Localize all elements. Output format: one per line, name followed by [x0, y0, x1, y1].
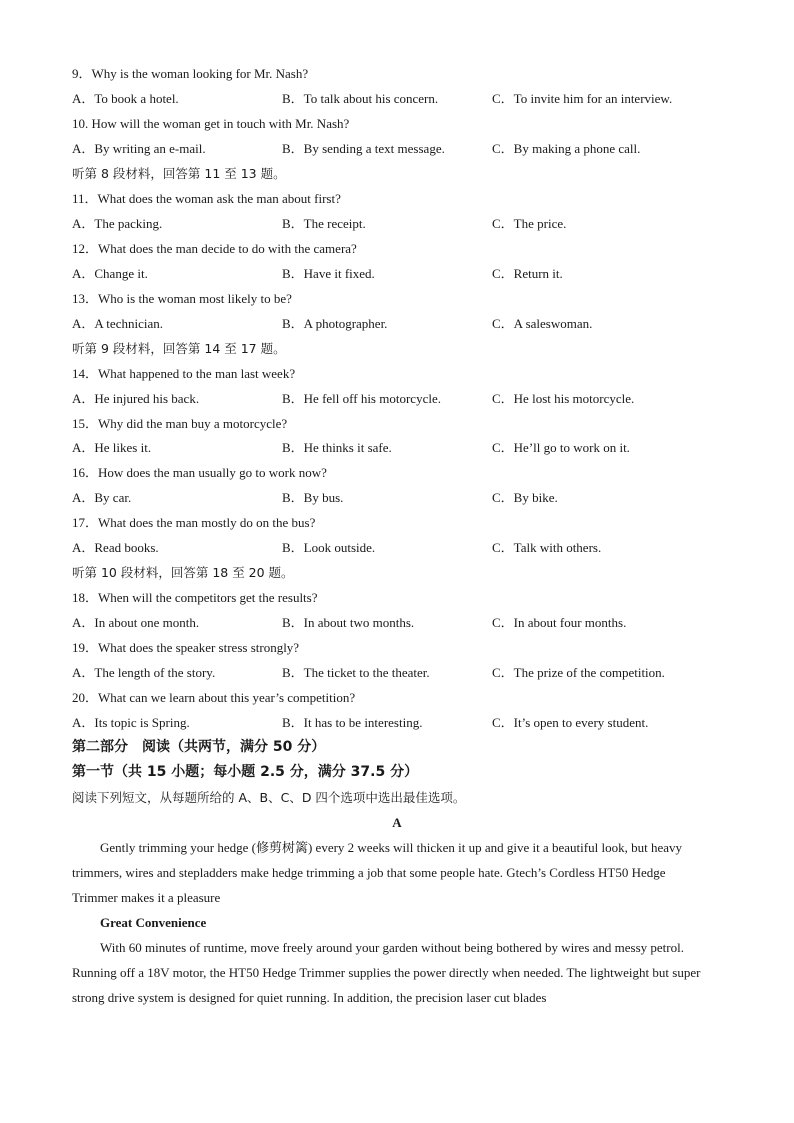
question-15: 15．Why did the man buy a motorcycle?	[72, 416, 288, 431]
option-c: C．By bike.	[492, 490, 558, 505]
part-two-heading: 第二部分 阅读（共两节，满分 50 分）	[72, 739, 326, 755]
passage-subheading: Great Convenience	[100, 915, 207, 930]
option-a: A．Its topic is Spring.	[72, 715, 190, 730]
option-b: B．The ticket to the theater.	[282, 665, 430, 680]
option-a: A．By car.	[72, 490, 132, 505]
option-a: A．The length of the story.	[72, 665, 216, 680]
instruction-material-8: 听第 8 段材料，回答第 11 至 13 题。	[72, 166, 286, 181]
option-b: B．The receipt.	[282, 216, 366, 231]
option-a: A．He likes it.	[72, 440, 152, 455]
option-c: C．A saleswoman.	[492, 316, 593, 331]
options-15	[72, 439, 734, 457]
options-16	[72, 489, 734, 507]
option-b: B．Look outside.	[282, 540, 376, 555]
option-b: B．He fell off his motorcycle.	[282, 391, 441, 406]
option-a: A．Change it.	[72, 266, 148, 281]
options-18	[72, 614, 734, 632]
question-12: 12．What does the man decide to do with the camera?	[72, 241, 357, 256]
question-14: 14．What happened to the man last week?	[72, 366, 296, 381]
question-19: 19．What does the speaker stress strongly?	[72, 640, 300, 655]
question-18: 18．When will the competitors get the results?	[72, 590, 318, 605]
options-11	[72, 215, 734, 233]
option-b: B．He thinks it safe.	[282, 440, 392, 455]
instruction-material-9: 听第 9 段材料，回答第 14 至 17 题。	[72, 341, 286, 356]
option-c: C．The price.	[492, 216, 567, 231]
option-c: C．By making a phone call.	[492, 141, 641, 156]
section-one-heading: 第一节（共 15 小题；每小题 2.5 分，满分 37.5 分）	[72, 764, 419, 780]
option-a: A．In about one month.	[72, 615, 200, 630]
option-c: C．To invite him for an interview.	[492, 91, 673, 106]
question-11: 11．What does the woman ask the man about first?	[72, 191, 341, 206]
reading-direction: 阅读下列短文，从每题所给的 A、B、C、D 四个选项中选出最佳选项。	[72, 790, 466, 805]
option-a: A．A technician.	[72, 316, 163, 331]
option-b: B．To talk about his concern.	[282, 91, 439, 106]
question-9: 9．Why is the woman looking for Mr. Nash?	[72, 66, 309, 81]
option-b: B．It has to be interesting.	[282, 715, 423, 730]
option-a: A．Read books.	[72, 540, 159, 555]
question-13: 13．Who is the woman most likely to be?	[72, 291, 292, 306]
options-20	[72, 714, 734, 732]
option-c: C．Return it.	[492, 266, 563, 281]
option-c: C．In about four months.	[492, 615, 627, 630]
option-a: A．The packing.	[72, 216, 163, 231]
option-b: B．In about two months.	[282, 615, 415, 630]
option-b: B．Have it fixed.	[282, 266, 375, 281]
passage-label: A	[392, 815, 402, 830]
option-b: B．A photographer.	[282, 316, 388, 331]
option-b: B．By bus.	[282, 490, 344, 505]
question-20: 20．What can we learn about this year’s competition?	[72, 690, 356, 705]
options-13	[72, 315, 734, 333]
passage-paragraph-1: Gently trimming your hedge (修剪树篱) every 2 weeks will thicken it up and give it a beautiful look, but heavy trimmers, wires and stepladders make hedge trimming a job that some people hate. Gtech’s Cordless HT50 Hedge Trimmer makes it a pleasure	[72, 840, 682, 905]
option-a: A．To book a hotel.	[72, 91, 179, 106]
options-19	[72, 664, 734, 682]
question-17: 17．What does the man mostly do on the bus?	[72, 515, 316, 530]
option-c: C．He’ll go to work on it.	[492, 440, 630, 455]
option-c: C．The prize of the competition.	[492, 665, 665, 680]
options-10	[72, 140, 734, 158]
instruction-material-10: 听第 10 段材料，回答第 18 至 20 题。	[72, 565, 294, 580]
question-16: 16．How does the man usually go to work now?	[72, 465, 327, 480]
option-c: C．It’s open to every student.	[492, 715, 649, 730]
option-b: B．By sending a text message.	[282, 141, 445, 156]
options-12	[72, 265, 734, 283]
option-c: C．Talk with others.	[492, 540, 602, 555]
options-17	[72, 539, 734, 557]
options-9	[72, 90, 734, 108]
option-c: C．He lost his motorcycle.	[492, 391, 635, 406]
option-a: A．He injured his back.	[72, 391, 200, 406]
question-10: 10. How will the woman get in touch with Mr. Nash?	[72, 116, 350, 131]
options-14	[72, 390, 734, 408]
option-a: A．By writing an e-mail.	[72, 141, 206, 156]
passage-paragraph-2: With 60 minutes of runtime, move freely around your garden without being bothered by wires and messy petrol. Running off a 18V motor, the HT50 Hedge Trimmer supplies the power directly when needed. The lightweight but super strong drive system is designed for quiet running. In addition, the precision laser cut blades	[72, 940, 701, 1005]
